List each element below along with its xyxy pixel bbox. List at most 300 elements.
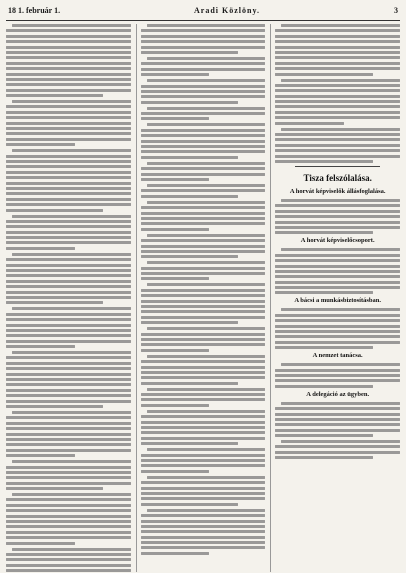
- text-line: [275, 325, 400, 328]
- text-line: [275, 51, 400, 54]
- text-line: [141, 173, 266, 176]
- text-line: [6, 482, 131, 485]
- text-line: [141, 101, 238, 104]
- text-line: [141, 178, 210, 181]
- text-line: [141, 112, 266, 115]
- text-line: [6, 427, 131, 430]
- section-subheading: A bácsi a munkásbiztosításban.: [294, 297, 382, 305]
- text-line: [6, 46, 131, 49]
- paragraph: [6, 411, 131, 457]
- text-line: [275, 221, 400, 224]
- text-line: [147, 201, 266, 204]
- column-3-top-text: [275, 24, 400, 163]
- paragraph: [141, 448, 266, 473]
- text-line: [281, 248, 400, 251]
- paragraph: [6, 351, 131, 408]
- text-line: [275, 231, 372, 234]
- text-line: [275, 210, 400, 213]
- paragraph: [141, 162, 266, 181]
- text-line: [147, 79, 266, 82]
- text-line: [147, 261, 266, 264]
- paragraph: [141, 261, 266, 280]
- text-line: [141, 459, 266, 462]
- text-line: [6, 94, 103, 97]
- paragraph: [275, 308, 400, 349]
- text-line: [275, 46, 400, 49]
- text-line: [6, 241, 131, 244]
- text-line: [141, 415, 266, 418]
- text-line: [6, 558, 131, 561]
- text-line: [141, 255, 238, 258]
- text-line: [141, 464, 266, 467]
- text-line: [6, 182, 131, 185]
- text-line: [275, 122, 344, 125]
- text-line: [6, 438, 131, 441]
- text-line: [6, 269, 131, 272]
- text-line: [141, 398, 266, 401]
- text-line: [275, 84, 400, 87]
- paragraph: [275, 248, 400, 294]
- column-3: [270, 24, 400, 572]
- text-line: [147, 388, 266, 391]
- text-line: [275, 281, 400, 284]
- text-line: [6, 165, 131, 168]
- article-heading: Tisza felszólalása.: [303, 172, 372, 183]
- text-line: [6, 340, 131, 343]
- text-line: [6, 416, 131, 419]
- text-line: [6, 405, 103, 408]
- text-line: [6, 247, 75, 250]
- text-line: [275, 265, 400, 268]
- text-line: [141, 371, 266, 374]
- text-line: [281, 199, 400, 202]
- text-line: [141, 310, 266, 313]
- paragraph: [141, 509, 266, 555]
- text-line: [6, 127, 131, 130]
- text-line: [275, 407, 400, 410]
- text-line: [141, 481, 266, 484]
- text-line: [6, 394, 131, 397]
- paragraph: [141, 123, 266, 158]
- text-line: [141, 536, 266, 539]
- paragraph: [6, 253, 131, 305]
- text-line: [12, 253, 131, 256]
- text-line: [281, 308, 400, 311]
- text-columns: [6, 24, 400, 572]
- text-line: [6, 236, 131, 239]
- text-line: [12, 351, 131, 354]
- text-line: [6, 389, 131, 392]
- text-line: [141, 90, 266, 93]
- section-subheading: A horvát képviselőcsoport.: [300, 237, 375, 245]
- text-line: [6, 466, 131, 469]
- text-line: [141, 156, 238, 159]
- text-line: [141, 487, 266, 490]
- text-line: [6, 378, 131, 381]
- text-line: [12, 307, 131, 310]
- text-line: [6, 291, 131, 294]
- paragraph: [141, 327, 266, 352]
- text-line: [141, 189, 266, 192]
- text-line: [6, 67, 131, 70]
- text-line: [275, 418, 400, 421]
- text-line: [6, 258, 131, 261]
- text-line: [6, 509, 131, 512]
- text-line: [141, 239, 266, 242]
- text-line: [141, 437, 266, 440]
- text-line: [147, 283, 266, 286]
- text-line: [281, 440, 400, 443]
- paragraph: [6, 149, 131, 211]
- text-line: [6, 296, 131, 299]
- text-line: [6, 176, 131, 179]
- text-line: [6, 62, 131, 65]
- paragraph: [6, 307, 131, 348]
- text-line: [6, 487, 103, 490]
- text-line: [6, 225, 131, 228]
- text-line: [147, 184, 266, 187]
- text-line: [6, 334, 131, 337]
- header-page-number: 3: [394, 6, 398, 15]
- text-line: [6, 192, 131, 195]
- text-line: [12, 411, 131, 414]
- text-line: [141, 85, 266, 88]
- text-line: [141, 376, 266, 379]
- text-line: [6, 324, 131, 327]
- text-line: [12, 100, 131, 103]
- paragraph: [275, 79, 400, 125]
- text-line: [141, 95, 266, 98]
- text-line: [141, 217, 266, 220]
- paragraph: [6, 548, 131, 572]
- text-line: [6, 515, 131, 518]
- text-line: [141, 250, 266, 253]
- paragraph: [275, 440, 400, 459]
- text-line: [6, 422, 131, 425]
- text-line: [147, 448, 266, 451]
- text-line: [141, 277, 210, 280]
- text-line: [12, 149, 131, 152]
- text-line: [275, 73, 372, 76]
- text-line: [6, 362, 131, 365]
- text-line: [6, 373, 131, 376]
- text-line: [275, 100, 400, 103]
- text-line: [6, 454, 75, 457]
- text-line: [147, 162, 266, 165]
- text-line: [6, 449, 131, 452]
- text-line: [141, 338, 266, 341]
- text-line: [275, 144, 400, 147]
- text-line: [141, 294, 266, 297]
- text-line: [141, 541, 266, 544]
- text-line: [275, 413, 400, 416]
- text-line: [281, 24, 400, 27]
- text-line: [275, 379, 400, 382]
- text-line: [6, 111, 131, 114]
- text-line: [141, 497, 266, 500]
- text-line: [6, 542, 75, 545]
- text-line: [6, 203, 131, 206]
- text-line: [275, 95, 400, 98]
- text-line: [275, 374, 400, 377]
- column-3-article-text: [275, 199, 400, 459]
- text-line: [141, 366, 266, 369]
- text-line: [6, 525, 131, 528]
- text-line: [6, 274, 131, 277]
- paragraph: [275, 363, 400, 388]
- text-line: [141, 404, 210, 407]
- text-line: [281, 79, 400, 82]
- text-line: [275, 319, 400, 322]
- text-line: [6, 318, 131, 321]
- text-line: [275, 29, 400, 32]
- paragraph: [275, 402, 400, 437]
- text-line: [141, 530, 266, 533]
- text-line: [141, 552, 210, 555]
- text-line: [275, 335, 400, 338]
- text-line: [6, 443, 131, 446]
- section-subheading: A nemzet tanácsa.: [312, 352, 363, 360]
- text-line: [275, 160, 372, 163]
- text-line: [141, 514, 266, 517]
- text-line: [6, 471, 131, 474]
- paragraph: [141, 476, 266, 506]
- text-line: [6, 143, 75, 146]
- text-line: [141, 117, 210, 120]
- paragraph: [141, 388, 266, 407]
- text-line: [6, 498, 131, 501]
- text-line: [141, 150, 266, 153]
- text-line: [12, 215, 131, 218]
- text-line: [147, 234, 266, 237]
- text-line: [6, 504, 131, 507]
- text-line: [275, 346, 372, 349]
- text-line: [275, 105, 400, 108]
- text-line: [275, 259, 400, 262]
- text-line: [141, 431, 266, 434]
- text-line: [275, 116, 400, 119]
- text-line: [281, 402, 400, 405]
- header-title: Aradi Közlöny.: [194, 6, 261, 15]
- text-line: [275, 434, 372, 437]
- text-line: [141, 349, 210, 352]
- text-line: [141, 267, 266, 270]
- text-line: [141, 40, 266, 43]
- text-line: [6, 116, 131, 119]
- text-line: [6, 187, 131, 190]
- text-line: [141, 382, 238, 385]
- text-line: [141, 228, 210, 231]
- text-line: [6, 105, 131, 108]
- text-line: [6, 89, 131, 92]
- text-line: [281, 128, 400, 131]
- text-line: [6, 280, 131, 283]
- text-line: [275, 67, 400, 70]
- text-line: [141, 245, 266, 248]
- text-line: [275, 456, 372, 459]
- text-line: [6, 198, 131, 201]
- text-line: [141, 140, 266, 143]
- paragraph: [141, 355, 266, 385]
- text-line: [141, 421, 266, 424]
- text-line: [275, 204, 400, 207]
- text-line: [275, 314, 400, 317]
- paragraph: [141, 107, 266, 121]
- paragraph: [6, 24, 131, 97]
- text-line: [141, 35, 266, 38]
- text-line: [141, 525, 266, 528]
- text-line: [6, 531, 131, 534]
- paragraph: [6, 100, 131, 146]
- text-line: [141, 546, 266, 549]
- article-subheading: A horvát képviselők állásfoglalása.: [289, 187, 386, 195]
- text-line: [141, 470, 210, 473]
- text-line: [6, 476, 131, 479]
- text-line: [141, 222, 266, 225]
- text-line: [275, 423, 400, 426]
- text-line: [141, 393, 266, 396]
- text-line: [12, 460, 131, 463]
- text-line: [141, 195, 238, 198]
- text-line: [6, 155, 131, 158]
- text-line: [275, 275, 400, 278]
- text-line: [275, 56, 400, 59]
- text-line: [275, 62, 400, 65]
- text-line: [6, 536, 131, 539]
- text-line: [6, 78, 131, 81]
- text-line: [275, 133, 400, 136]
- text-line: [6, 171, 131, 174]
- paragraph: [6, 215, 131, 250]
- paragraph: [141, 184, 266, 198]
- text-line: [141, 62, 266, 65]
- text-line: [6, 83, 131, 86]
- text-line: [6, 56, 131, 59]
- paragraph: [141, 201, 266, 231]
- text-line: [275, 215, 400, 218]
- text-line: [12, 24, 131, 27]
- text-line: [6, 138, 131, 141]
- text-line: [6, 383, 131, 386]
- text-line: [275, 369, 400, 372]
- text-line: [275, 445, 400, 448]
- text-line: [141, 206, 266, 209]
- text-line: [275, 291, 372, 294]
- text-line: [6, 122, 131, 125]
- text-line: [141, 167, 266, 170]
- text-line: [275, 254, 400, 257]
- section-subheading: A delegáció az ügyben.: [306, 390, 370, 398]
- text-line: [147, 509, 266, 512]
- paragraph: [275, 128, 400, 163]
- paragraph: [141, 410, 266, 445]
- text-line: [6, 329, 131, 332]
- text-line: [141, 454, 266, 457]
- paragraph: [141, 283, 266, 324]
- text-line: [6, 564, 131, 567]
- text-line: [141, 145, 266, 148]
- text-line: [6, 220, 131, 223]
- text-line: [141, 46, 266, 49]
- header-date: 18 1. február 1.: [8, 6, 61, 15]
- text-line: [6, 313, 131, 316]
- text-line: [275, 429, 400, 432]
- text-line: [12, 493, 131, 496]
- text-line: [6, 40, 131, 43]
- text-line: [141, 68, 266, 71]
- text-line: [141, 51, 238, 54]
- text-line: [6, 301, 103, 304]
- text-line: [141, 343, 266, 346]
- paragraph: [275, 24, 400, 76]
- text-line: [141, 333, 266, 336]
- text-line: [275, 385, 372, 388]
- text-line: [6, 51, 131, 54]
- text-line: [141, 321, 238, 324]
- text-line: [6, 160, 131, 163]
- text-line: [275, 341, 400, 344]
- paragraph: [141, 24, 266, 54]
- text-line: [141, 492, 266, 495]
- text-line: [141, 503, 238, 506]
- text-line: [275, 35, 400, 38]
- text-line: [275, 270, 400, 273]
- text-line: [6, 132, 131, 135]
- text-line: [275, 111, 400, 114]
- text-line: [275, 149, 400, 152]
- text-line: [6, 35, 131, 38]
- text-line: [147, 327, 266, 330]
- text-line: [281, 363, 400, 366]
- text-line: [147, 476, 266, 479]
- text-line: [141, 426, 266, 429]
- paragraph: [141, 234, 266, 259]
- text-line: [275, 330, 400, 333]
- text-line: [147, 24, 266, 27]
- text-line: [12, 548, 131, 551]
- paragraph: [275, 199, 400, 234]
- text-line: [6, 209, 103, 212]
- text-line: [141, 29, 266, 32]
- text-line: [141, 212, 266, 215]
- text-line: [141, 272, 266, 275]
- text-line: [147, 355, 266, 358]
- text-line: [6, 520, 131, 523]
- text-line: [6, 367, 131, 370]
- text-line: [147, 57, 266, 60]
- text-line: [6, 553, 131, 556]
- text-line: [141, 316, 266, 319]
- column-1: [6, 24, 131, 572]
- section-rule: [295, 166, 380, 167]
- text-line: [275, 451, 400, 454]
- text-line: [6, 73, 131, 76]
- text-line: [275, 138, 400, 141]
- text-line: [141, 300, 266, 303]
- paragraph: [141, 79, 266, 104]
- text-line: [275, 40, 400, 43]
- text-line: [6, 569, 131, 572]
- text-line: [141, 289, 266, 292]
- text-line: [6, 285, 131, 288]
- text-line: [141, 520, 266, 523]
- text-line: [141, 129, 266, 132]
- paragraph: [6, 460, 131, 490]
- paragraph: [141, 57, 266, 76]
- text-line: [275, 155, 400, 158]
- text-line: [141, 134, 266, 137]
- text-line: [147, 123, 266, 126]
